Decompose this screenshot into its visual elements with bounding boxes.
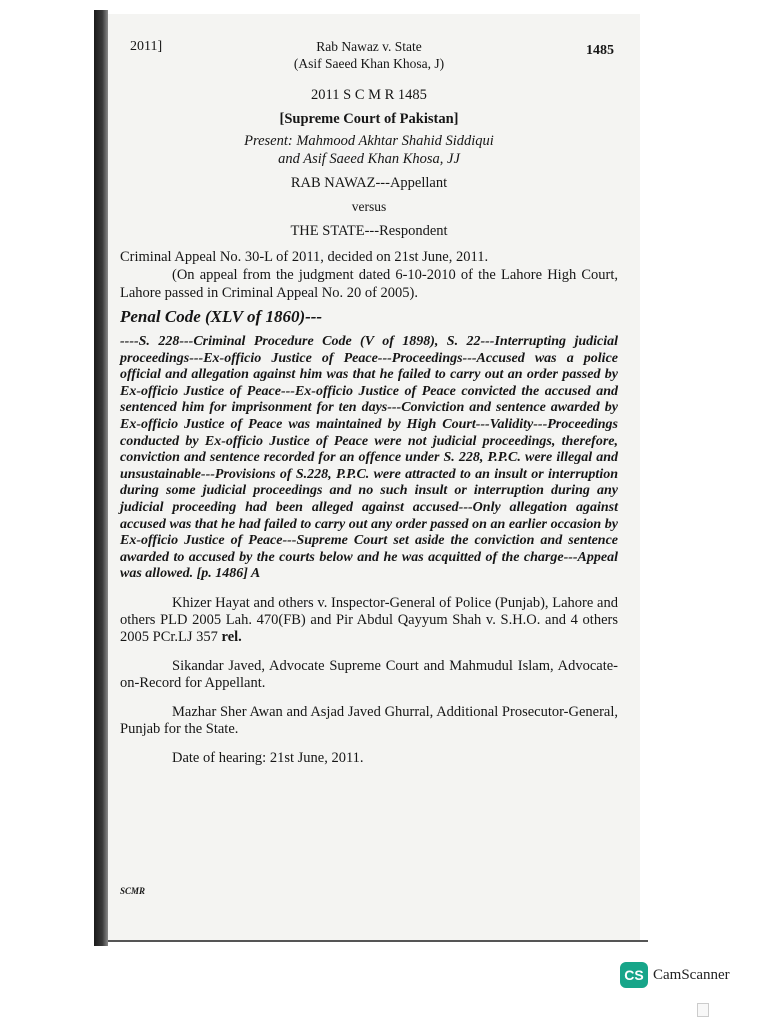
citation: 2011 S C M R 1485 bbox=[311, 87, 427, 103]
counsel-appellant: Sikandar Javed, Advocate Supreme Court and Mahmudul Islam, Advocate-on-Record for Appellant. bbox=[120, 657, 618, 691]
camscanner-watermark bbox=[620, 962, 730, 988]
running-header bbox=[120, 30, 618, 76]
document-body bbox=[120, 30, 618, 767]
bench bbox=[120, 132, 618, 168]
header-page-number: 1485 bbox=[586, 43, 614, 58]
small-stamp-icon bbox=[697, 1003, 709, 1017]
header-case-title: Rab Nawaz v. State bbox=[316, 39, 422, 54]
counsel-state: Mazhar Sher Awan and Asjad Javed Ghurral, Additional Prosecutor-General, Punjab for the State. bbox=[120, 703, 618, 737]
bench-line-1: Present: Mahmood Akhtar Shahid Siddiqui bbox=[244, 133, 494, 149]
header-year: 2011] bbox=[130, 39, 163, 54]
page-bottom-edge bbox=[108, 940, 648, 942]
header-center bbox=[120, 38, 618, 72]
cases-referred-suffix: rel. bbox=[221, 628, 242, 645]
versus: versus bbox=[351, 199, 387, 214]
court-name: [Supreme Court of Pakistan] bbox=[279, 111, 459, 127]
appellant: RAB NAWAZ---Appellant bbox=[290, 175, 448, 191]
appeal-origin: (On appeal from the judgment dated 6-10-2010 of the Lahore High Court, Lahore passed in Criminal Appeal No. 20 of 2005). bbox=[120, 267, 618, 301]
hearing-date: Date of hearing: 21st June, 2011. bbox=[172, 749, 364, 766]
footer-mark: SCMR bbox=[120, 886, 146, 896]
statute-heading: Penal Code (XLV of 1860)--- bbox=[120, 307, 323, 326]
appeal-details: Criminal Appeal No. 30-L of 2011, decided on 21st June, 2011. bbox=[120, 249, 489, 265]
camscanner-logo-icon: CS bbox=[620, 962, 648, 988]
header-judge: (Asif Saeed Khan Khosa, J) bbox=[293, 56, 445, 71]
cases-referred-text: Khizer Hayat and others v. Inspector-General of Police (Punjab), Lahore and others PLD 2005 Lah. 470(FB) and Pir Abdul Qayyum Shah v. S.H.O. and 4 others 2005 PCr.LJ 357 bbox=[120, 594, 618, 645]
headnote: ----S. 228---Criminal Procedure Code (V of 1898), S. 22---Interrupting judicial proceedings---Ex-officio Justice of Peace---Proceedings---Accused was a police official and allegation against him was that he failed to carry out an order passed by Ex-officio Justice of Peace---Ex-officio Justice of Peace convicted the accused and sentenced him for imprisonment for ten days---Conviction and sentence awarded by Ex-officio Justice of Peace was maintained by High Court---Validity---Proceedings conducted by Ex-officio Justice of Peace were not judicial proceedings, therefore, conviction and sentence recorded for an offence under S. 228, P.P.C. were illegal and unsustainable---Provisions of S.228, P.P.C. were attracted to an insult or interruption during some judicial proceedings and no such insult or interruption during any judicial proceeding had been alleged against accused---Only allegation against accused was that he had failed to carry out any order passed on an earlier occasion by Ex-officio Justice of Peace---Supreme Court set aside the conviction and sentence awarded to accused by the courts below and he was acquitted of the charge---Appeal was allowed. [p. 1486] A bbox=[120, 334, 618, 582]
cases-referred bbox=[120, 595, 618, 646]
respondent: THE STATE---Respondent bbox=[290, 223, 448, 239]
book-spine-shadow bbox=[94, 10, 108, 946]
bench-line-2: and Asif Saeed Khan Khosa, JJ bbox=[278, 151, 460, 167]
camscanner-name: CamScanner bbox=[653, 966, 730, 983]
